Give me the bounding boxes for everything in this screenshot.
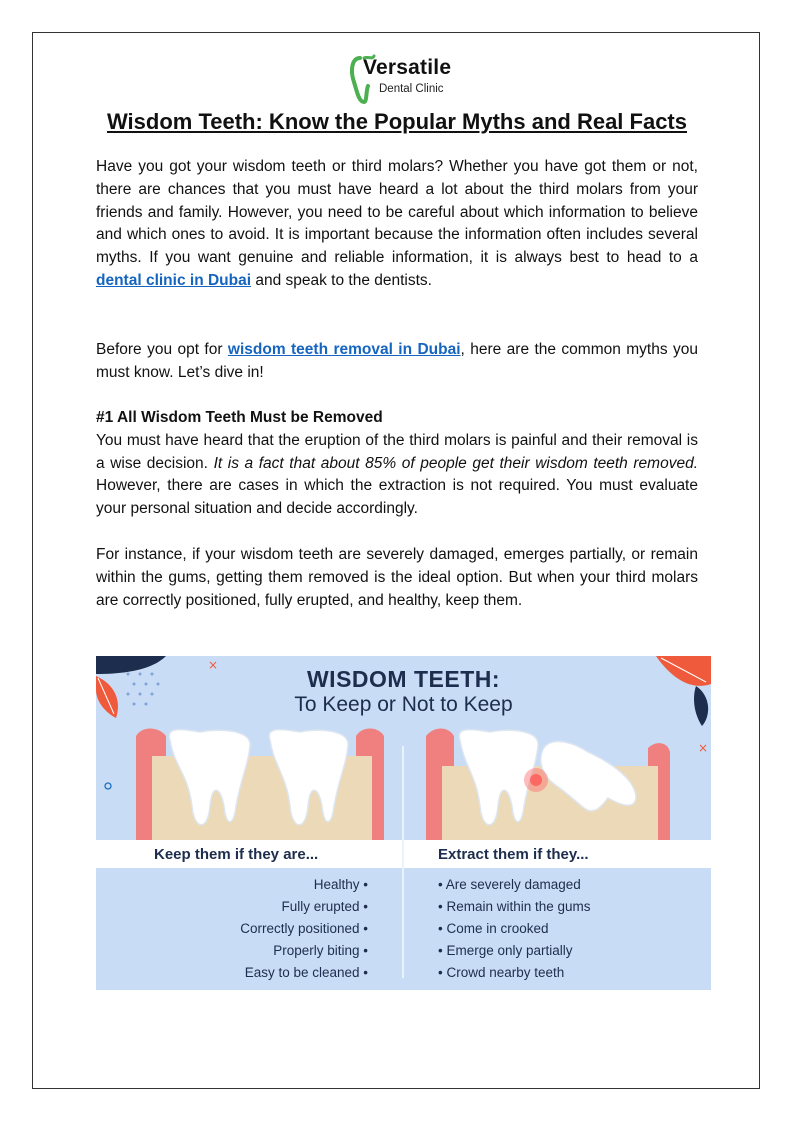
keep-item: Correctly positioned •	[240, 921, 368, 936]
keep-item: Fully erupted •	[281, 899, 368, 914]
keep-item: Healthy •	[313, 877, 368, 892]
svg-text:×: ×	[208, 658, 219, 672]
extract-item: • Crowd nearby teeth	[438, 965, 565, 980]
extract-item: • Are severely damaged	[438, 877, 581, 892]
extract-item: • Remain within the gums	[438, 899, 591, 914]
intro-text: Have you got your wisdom teeth or third molars? Whether you have got them or not, there are chances that you must have heard a lot about the third molars from your friends and family. However, you need to be careful about which information to believe and which ones to avoid. It is important because the information often includes several myths. If you want genuine and reliable information, it is always best to head to a	[96, 158, 698, 267]
wisdom-teeth-infographic	[96, 656, 711, 990]
removal-paragraph	[96, 339, 698, 385]
extract-list	[438, 874, 698, 984]
logo-subtitle: Dental Clinic	[379, 83, 444, 95]
keep-heading: Keep them if they are...	[154, 846, 319, 863]
infographic-subtitle: To Keep or Not to Keep	[294, 693, 513, 716]
logo-name: Versatile	[363, 56, 452, 79]
dental-clinic-link[interactable]: dental clinic in Dubai	[96, 271, 252, 289]
instance-paragraph: For instance, if your wisdom teeth are severely damaged, emerges partially, or remain within the gums, getting them removed is the ideal option. But when your third molars are correctly positioned, fully erupted, and healthy, keep them.	[96, 546, 698, 609]
extract-heading: Extract them if they...	[438, 846, 589, 863]
extract-item: • Come in crooked	[438, 921, 549, 936]
para2-after: , here are the common myths you must know. Let’s dive in!	[96, 341, 698, 381]
intro-after: and speak to the dentists.	[251, 271, 432, 289]
wisdom-teeth-removal-link[interactable]: wisdom teeth removal in Dubai	[227, 341, 461, 358]
keep-item: Properly biting •	[273, 943, 368, 958]
keep-list	[96, 874, 368, 984]
section-1-fact: It is a fact that about 85% of people get their wisdom teeth removed.	[213, 454, 698, 472]
column-divider	[402, 746, 404, 978]
page-title: Wisdom Teeth: Know the Popular Myths and Real Facts	[106, 109, 687, 134]
section-1-text1: You must have heard that the eruption of the third molars is painful and their removal is a wise decision.	[96, 431, 698, 472]
infographic-title: WISDOM TEETH:	[306, 666, 501, 692]
para2-before: Before you opt for	[96, 341, 228, 358]
section-1-heading: #1 All Wisdom Teeth Must be Removed	[96, 409, 383, 426]
extract-item: • Emerge only partially	[438, 943, 573, 958]
keep-item: Easy to be cleaned •	[244, 965, 368, 980]
intro-paragraph	[96, 156, 698, 293]
section-1	[96, 407, 698, 521]
section-1-text2: However, there are cases in which the extraction is not required. You must evaluate your personal situation and decide accordingly.	[96, 477, 698, 518]
svg-text:×: ×	[698, 741, 709, 755]
